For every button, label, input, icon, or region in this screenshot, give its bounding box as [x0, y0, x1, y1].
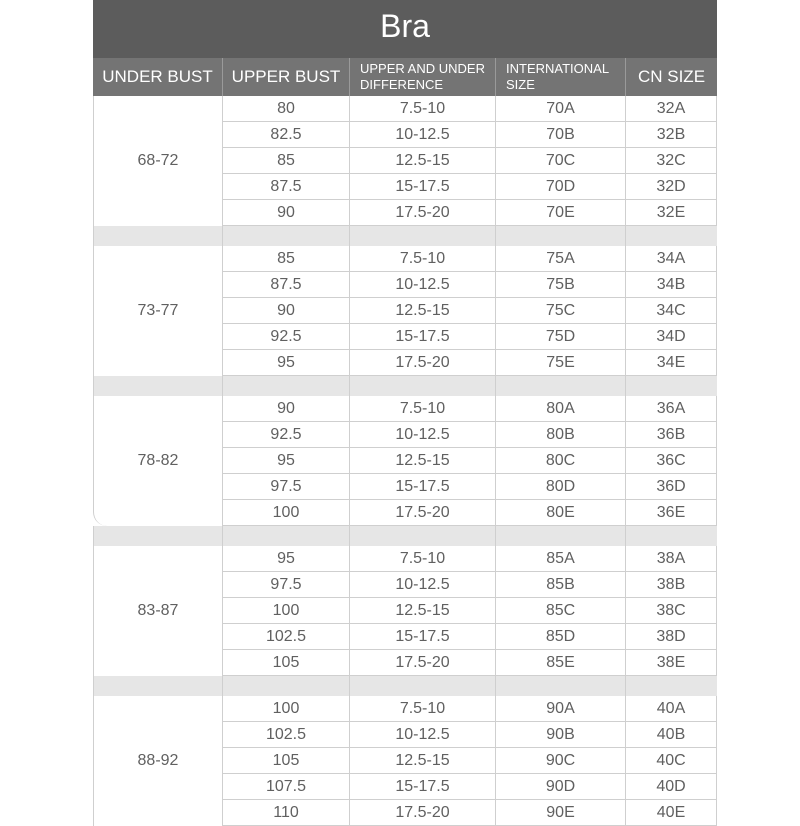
cn-size-cell: 38A: [625, 546, 717, 572]
under-bust-cell: 73-77: [93, 246, 222, 376]
separator-cell: [222, 376, 349, 396]
upper-bust-cell: 85: [222, 246, 349, 272]
difference-cell: 12.5-15: [349, 598, 495, 624]
cn-size-cell: 32D: [625, 174, 717, 200]
upper-bust-cell: 105: [222, 650, 349, 676]
difference-cell: 7.5-10: [349, 696, 495, 722]
separator-cell: [625, 376, 717, 396]
difference-cell: 15-17.5: [349, 774, 495, 800]
cn-size-cell: 40D: [625, 774, 717, 800]
cn-size-cell: 32B: [625, 122, 717, 148]
header-label-line: CN SIZE: [637, 67, 706, 86]
upper-bust-cell: 107.5: [222, 774, 349, 800]
international-size-cell: 70D: [495, 174, 625, 200]
difference-cell: 12.5-15: [349, 298, 495, 324]
upper-bust-cell: 90: [222, 200, 349, 226]
under-bust-cell: 68-72: [93, 96, 222, 226]
upper-bust-cell: 90: [222, 298, 349, 324]
header-label-line: UPPER BUST: [231, 67, 341, 86]
separator-cell: [349, 376, 495, 396]
group-separator: [93, 226, 717, 246]
separator-cell: [349, 226, 495, 246]
header-label: [638, 67, 705, 87]
header-label-line: DIFFERENCE: [360, 77, 444, 92]
upper-bust-cell: 100: [222, 696, 349, 722]
international-size-cell: 75C: [495, 298, 625, 324]
header-label-line: SIZE: [506, 77, 535, 92]
cn-size-cell: 34E: [625, 350, 717, 376]
header-international-size: [495, 58, 625, 96]
international-size-cell: 70A: [495, 96, 625, 122]
cn-size-cell: 38B: [625, 572, 717, 598]
upper-bust-cell: 92.5: [222, 422, 349, 448]
international-size-cell: 75D: [495, 324, 625, 350]
international-size-cell: 90B: [495, 722, 625, 748]
header-under-bust: [93, 58, 222, 96]
cn-size-cell: 38E: [625, 650, 717, 676]
group-separator: [93, 526, 717, 546]
group-separator: [93, 676, 717, 696]
international-size-cell: 80A: [495, 396, 625, 422]
international-size-cell: 80C: [495, 448, 625, 474]
international-size-cell: 90C: [495, 748, 625, 774]
difference-cell: 15-17.5: [349, 174, 495, 200]
upper-bust-cell: 87.5: [222, 174, 349, 200]
cn-size-cell: 34A: [625, 246, 717, 272]
upper-bust-cell: 97.5: [222, 474, 349, 500]
upper-bust-cell: 100: [222, 598, 349, 624]
difference-cell: 15-17.5: [349, 324, 495, 350]
difference-cell: 17.5-20: [349, 200, 495, 226]
difference-cell: 10-12.5: [349, 122, 495, 148]
upper-bust-cell: 102.5: [222, 624, 349, 650]
international-size-cell: 85A: [495, 546, 625, 572]
cn-size-cell: 36D: [625, 474, 717, 500]
cn-size-cell: 36E: [625, 500, 717, 526]
cn-size-cell: 40C: [625, 748, 717, 774]
difference-cell: 12.5-15: [349, 148, 495, 174]
international-size-cell: 80D: [495, 474, 625, 500]
cn-size-cell: 34B: [625, 272, 717, 298]
upper-bust-cell: 92.5: [222, 324, 349, 350]
international-size-cell: 85B: [495, 572, 625, 598]
international-size-cell: 75E: [495, 350, 625, 376]
upper-bust-cell: 110: [222, 800, 349, 826]
under-bust-cell: 78-82: [93, 396, 222, 526]
group-separator: [93, 376, 717, 396]
separator-cell: [93, 226, 222, 246]
difference-cell: 7.5-10: [349, 396, 495, 422]
difference-cell: 15-17.5: [349, 624, 495, 650]
upper-bust-cell: 105: [222, 748, 349, 774]
difference-cell: 10-12.5: [349, 722, 495, 748]
header-label-line: UNDER BUST: [102, 67, 213, 86]
bra-size-chart: [93, 0, 717, 821]
difference-cell: 7.5-10: [349, 96, 495, 122]
cn-size-cell: 34C: [625, 298, 717, 324]
separator-cell: [495, 376, 625, 396]
upper-bust-cell: 102.5: [222, 722, 349, 748]
header-label: [506, 61, 609, 93]
cn-size-cell: 38C: [625, 598, 717, 624]
upper-bust-cell: 95: [222, 546, 349, 572]
chart-title: Bra: [380, 8, 430, 44]
international-size-cell: 90E: [495, 800, 625, 826]
difference-cell: 17.5-20: [349, 500, 495, 526]
international-size-cell: 90A: [495, 696, 625, 722]
international-size-cell: 70E: [495, 200, 625, 226]
cn-size-cell: 40A: [625, 696, 717, 722]
difference-cell: 17.5-20: [349, 800, 495, 826]
upper-bust-cell: 80: [222, 96, 349, 122]
separator-cell: [625, 676, 717, 696]
separator-cell: [495, 676, 625, 696]
upper-bust-cell: 95: [222, 350, 349, 376]
difference-cell: 7.5-10: [349, 246, 495, 272]
cn-size-cell: 32C: [625, 148, 717, 174]
difference-cell: 10-12.5: [349, 572, 495, 598]
cn-size-cell: 40B: [625, 722, 717, 748]
difference-cell: 10-12.5: [349, 422, 495, 448]
under-bust-cell: 88-92: [93, 696, 222, 826]
cn-size-cell: 32A: [625, 96, 717, 122]
header-label: [232, 67, 341, 87]
upper-bust-cell: 100: [222, 500, 349, 526]
chart-title-bar: [93, 0, 717, 58]
cn-size-cell: 40E: [625, 800, 717, 826]
cn-size-cell: 36C: [625, 448, 717, 474]
difference-cell: 12.5-15: [349, 448, 495, 474]
international-size-cell: 70B: [495, 122, 625, 148]
difference-cell: 7.5-10: [349, 546, 495, 572]
header-label: [102, 67, 213, 87]
separator-cell: [222, 526, 349, 546]
separator-cell: [222, 226, 349, 246]
separator-cell: [495, 526, 625, 546]
cn-size-cell: 34D: [625, 324, 717, 350]
cn-size-cell: 36A: [625, 396, 717, 422]
international-size-cell: 75B: [495, 272, 625, 298]
separator-cell: [625, 526, 717, 546]
upper-bust-cell: 85: [222, 148, 349, 174]
separator-cell: [93, 676, 222, 696]
upper-bust-cell: 87.5: [222, 272, 349, 298]
separator-cell: [349, 676, 495, 696]
international-size-cell: 75A: [495, 246, 625, 272]
international-size-cell: 85E: [495, 650, 625, 676]
international-size-cell: 80E: [495, 500, 625, 526]
separator-cell: [625, 226, 717, 246]
upper-bust-cell: 97.5: [222, 572, 349, 598]
header-cn-size: [625, 58, 717, 96]
separator-cell: [93, 526, 222, 546]
table-header-row: [93, 58, 717, 96]
separator-cell: [222, 676, 349, 696]
upper-bust-cell: 90: [222, 396, 349, 422]
header-label-line: INTERNATIONAL: [506, 61, 610, 76]
header-label: [360, 61, 485, 93]
upper-bust-cell: 82.5: [222, 122, 349, 148]
difference-cell: 17.5-20: [349, 350, 495, 376]
upper-bust-cell: 95: [222, 448, 349, 474]
difference-cell: 15-17.5: [349, 474, 495, 500]
international-size-cell: 85C: [495, 598, 625, 624]
header-label-line: UPPER AND UNDER: [360, 61, 485, 76]
separator-cell: [93, 376, 222, 396]
difference-cell: 12.5-15: [349, 748, 495, 774]
difference-cell: 10-12.5: [349, 272, 495, 298]
header-upper-bust: [222, 58, 349, 96]
separator-cell: [495, 226, 625, 246]
under-bust-cell: 83-87: [93, 546, 222, 676]
international-size-cell: 70C: [495, 148, 625, 174]
header-upper-and-under-difference: [349, 58, 495, 96]
cn-size-cell: 36B: [625, 422, 717, 448]
cn-size-cell: 32E: [625, 200, 717, 226]
international-size-cell: 85D: [495, 624, 625, 650]
difference-cell: 17.5-20: [349, 650, 495, 676]
international-size-cell: 80B: [495, 422, 625, 448]
separator-cell: [349, 526, 495, 546]
cn-size-cell: 38D: [625, 624, 717, 650]
international-size-cell: 90D: [495, 774, 625, 800]
